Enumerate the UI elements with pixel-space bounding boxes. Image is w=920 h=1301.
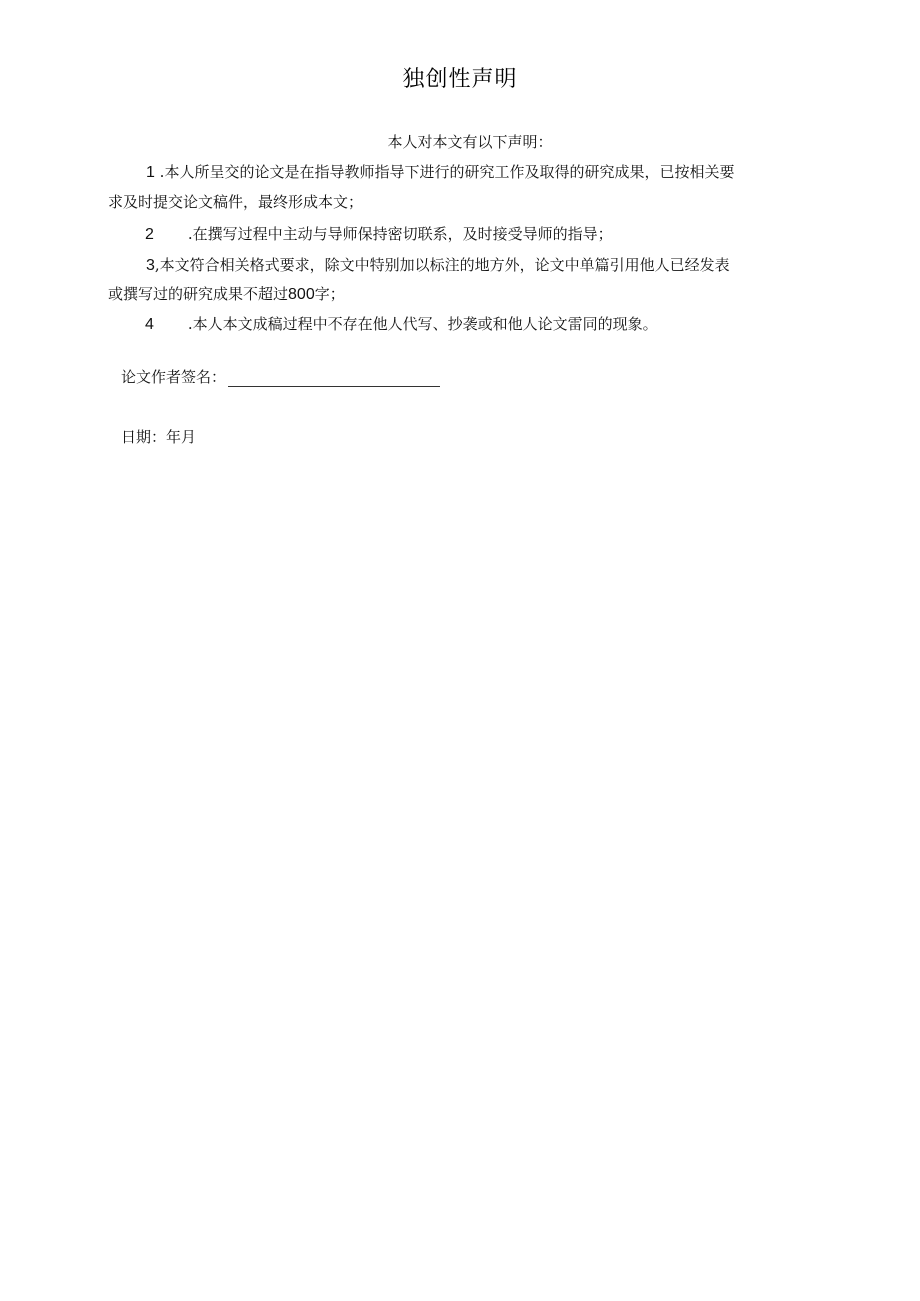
signature-label: 论文作者签名： (121, 368, 227, 386)
item-4-line-1 (145, 313, 855, 334)
item-3-line-2-prefix: 或撰写过的研究成果不超过 (108, 285, 289, 303)
page-title: 独创性声明 (402, 67, 518, 92)
item-3-word-limit: 800 (288, 286, 315, 303)
date-row (121, 426, 196, 447)
item-3-line-1 (146, 254, 856, 275)
item-2-text: .在撰写过程中主动与导师保持密切联系，及时接受导师的指导； (187, 225, 613, 243)
item-4-text: .本人本文成稿过程中不存在他人代写、抄袭或和他人论文雷同的现象。 (187, 315, 658, 333)
item-4-number: 4 (145, 316, 154, 333)
item-3-number: 3 (146, 257, 155, 274)
item-1-number: 1 (146, 164, 155, 181)
date-label: 日期：年月 (121, 428, 197, 446)
item-1-text: .本人所呈交的论文是在指导教师指导下进行的研究工作及取得的研究成果，已按相关要 (154, 163, 735, 181)
item-3-text: ,本文符合相关格式要求，除文中特别加以标注的地方外，论文中单篇引用他人已经发表 (154, 256, 730, 274)
item-2-line-1 (145, 223, 855, 244)
signature-line (228, 372, 440, 387)
item-2-number: 2 (145, 226, 154, 243)
item-3-line-2 (108, 283, 818, 304)
item-1-line-1 (146, 161, 856, 182)
signature-row (121, 366, 440, 387)
intro-text: 本人对本文有以下声明： (387, 133, 553, 151)
item-3-line-2-suffix: 字； (314, 285, 345, 303)
item-1-line-2: 求及时提交论文稿件，最终形成本文； (108, 193, 364, 211)
